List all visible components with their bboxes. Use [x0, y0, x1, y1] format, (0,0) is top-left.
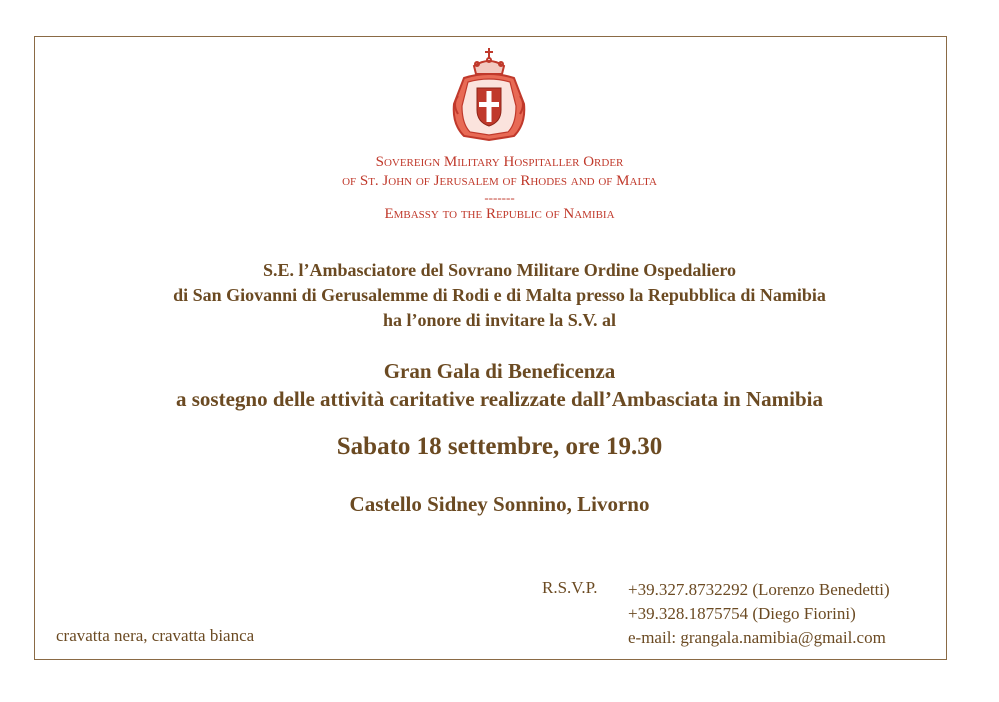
rsvp-phone-1: +39.327.8732292 (Lorenzo Benedetti)	[628, 580, 890, 599]
intro-line2: di San Giovanni di Gerusalemme di Rodi e di Malta presso la Repubblica di Namibia	[173, 285, 826, 305]
event-date: Sabato 18 settembre, ore 19.30	[336, 433, 663, 460]
invitation-intro	[0, 258, 999, 333]
order-header-line2: of St. John of Jerusalem of Rhodes and of Malta	[342, 173, 657, 189]
order-header-line1: Sovereign Military Hospitaller Order	[375, 154, 624, 170]
embassy-line: Embassy to the Republic of Namibia	[384, 206, 615, 222]
event-venue: Castello Sidney Sonnino, Livorno	[349, 492, 650, 516]
rsvp-contacts	[628, 578, 890, 650]
rsvp-email: e-mail: grangala.namibia@gmail.com	[628, 628, 886, 647]
intro-line3: ha l’onore di invitare la S.V. al	[382, 310, 617, 330]
intro-line1: S.E. l’Ambasciatore del Sovrano Militare Ordine Ospedaliero	[263, 260, 736, 280]
sovereign-order-of-malta-crest-icon	[444, 44, 534, 144]
event-subtitle: a sostegno delle attività caritative realizzate dall’Ambasciata in Namibia	[175, 387, 823, 411]
order-header	[0, 153, 999, 224]
dress-code: cravatta nera, cravatta bianca	[56, 626, 255, 645]
rsvp-label: R.S.V.P.	[542, 578, 598, 597]
order-header-separator: -------	[484, 190, 515, 205]
rsvp-phone-2: +39.328.1875754 (Diego Fiorini)	[628, 604, 856, 623]
event-title-block	[0, 357, 999, 413]
event-title: Gran Gala di Beneficenza	[383, 359, 616, 383]
